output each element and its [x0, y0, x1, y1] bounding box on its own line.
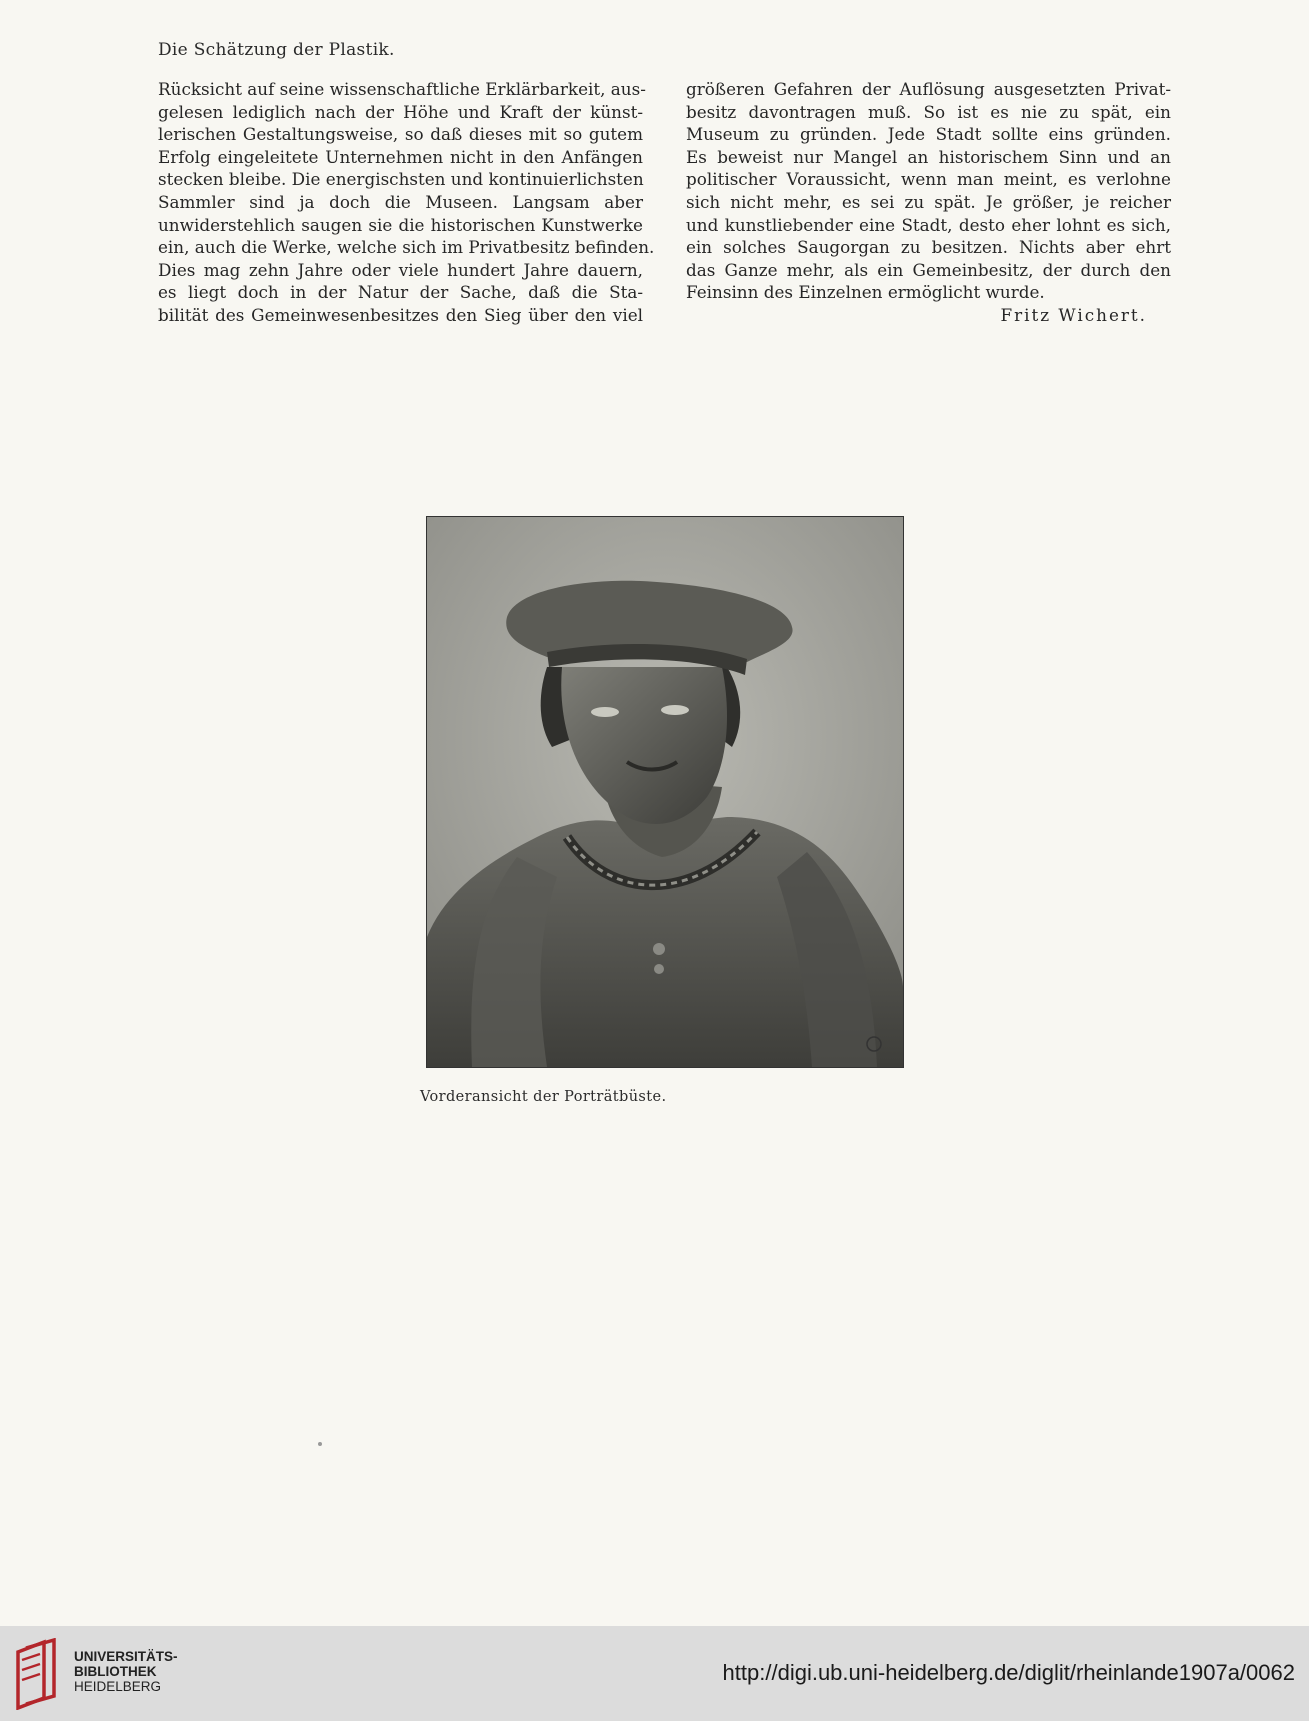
left-column — [158, 78, 655, 327]
text-line: das Ganze mehr, als ein Gemeinbesitz, der durch den — [686, 259, 1171, 280]
portrait-bust-photo — [426, 516, 904, 1068]
text-line: lerischen Gestaltungsweise, so daß dieses mit so gutem — [158, 124, 643, 145]
text-line: größeren Gefahren der Auflösung ausgesetzten Privat- — [686, 79, 1171, 99]
text-line: sich nicht mehr, es sei zu spät. Je größer, je reicher — [686, 191, 1171, 212]
right-column — [686, 78, 1171, 327]
text-line: unwiderstehlich saugen sie die historischen Kunstwerke — [158, 214, 643, 235]
text-line: Rücksicht auf seine wissenschaftliche Erklärbarkeit, aus- — [158, 79, 646, 99]
text-line: Es beweist nur Mangel an historischem Sinn und an — [686, 146, 1171, 167]
text-line: politischer Voraussicht, wenn man meint, es verlohne — [686, 169, 1171, 190]
text-line: Erfolg eingeleitete Unternehmen nicht in den Anfängen — [158, 146, 643, 167]
logo-line: BIBLIOTHEK — [74, 1664, 157, 1679]
text-line: besitz davontragen muß. So ist es nie zu spät, ein — [686, 101, 1171, 122]
text-line: und kunstliebender eine Stadt, desto eher lohnt es sich, — [686, 214, 1171, 235]
text-line: gelesen lediglich nach der Höhe und Kraft der künst- — [158, 101, 643, 122]
paper-speck — [318, 1442, 322, 1446]
text-line: bilität des Gemeinwesenbesitzes den Sieg über den viel — [158, 304, 643, 325]
text-line: Feinsinn des Einzelnen ermöglicht wurde. — [686, 282, 1045, 303]
text-line: Sammler sind ja doch die Museen. Langsam aber — [158, 191, 643, 212]
running-head: Die Schätzung der Plastik. — [158, 40, 395, 60]
text-line: ein, auch die Werke, welche sich im Privatbesitz befinden. — [158, 237, 655, 258]
library-footer — [0, 1626, 1309, 1721]
library-logo-icon[interactable] — [14, 1638, 64, 1710]
logo-line: UNIVERSITÄTS- — [74, 1649, 178, 1664]
logo-line: HEIDELBERG — [74, 1679, 162, 1694]
text-line: stecken bleibe. Die energischsten und kontinuierlichsten — [158, 169, 644, 190]
portrait-bust-icon — [427, 517, 903, 1067]
author-signature: Fritz Wichert. — [1000, 304, 1147, 325]
permalink-url[interactable]: http://digi.ub.uni-heidelberg.de/diglit/rheinlande1907a/0062 — [722, 1660, 1295, 1685]
library-logo-text[interactable] — [74, 1649, 178, 1694]
text-line: Museum zu gründen. Jede Stadt sollte eins gründen. — [686, 124, 1171, 145]
body-text — [158, 78, 1172, 348]
text-line: Dies mag zehn Jahre oder viele hundert Jahre dauern, — [158, 259, 643, 280]
figure-caption: Vorderansicht der Porträtbüste. — [420, 1089, 667, 1105]
text-line: ein solches Saugorgan zu besitzen. Nichts aber ehrt — [686, 237, 1171, 258]
text-line: es liegt doch in der Natur der Sache, daß die Sta- — [158, 282, 643, 303]
